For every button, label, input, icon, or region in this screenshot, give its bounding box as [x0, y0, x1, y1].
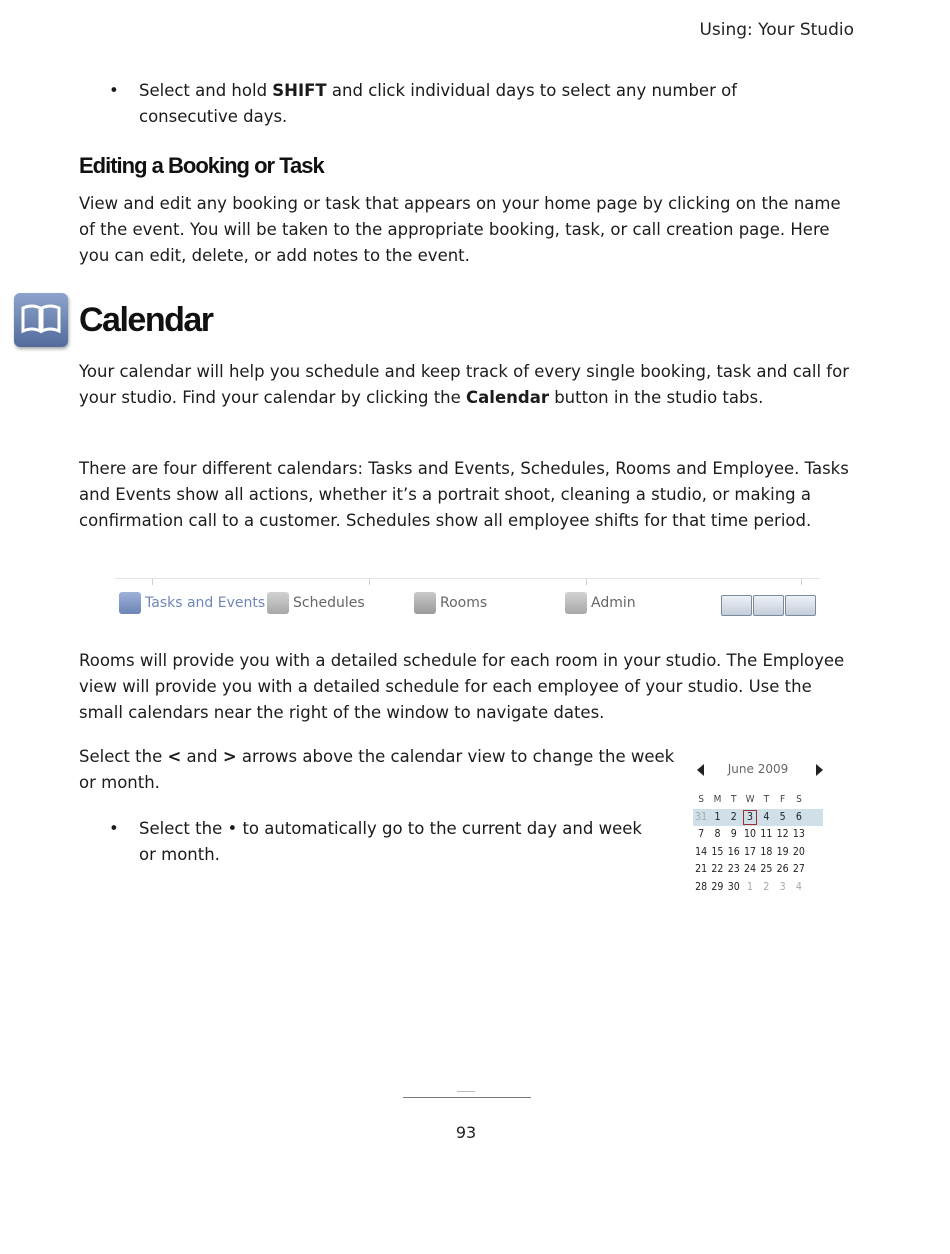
- weekday-label: M: [713, 794, 722, 805]
- day-cell[interactable]: 21: [695, 863, 708, 875]
- week-row: [693, 844, 823, 862]
- bullet-marker: •: [109, 81, 119, 100]
- day-cell[interactable]: 5: [779, 810, 786, 823]
- day-cell[interactable]: 24: [744, 863, 757, 875]
- tab-label: Tasks and Events: [145, 595, 266, 611]
- day-cell[interactable]: 25: [760, 863, 773, 875]
- tab-tasks-and-events[interactable]: [119, 591, 265, 615]
- tab-rooms[interactable]: [414, 591, 487, 615]
- chevron-left-icon[interactable]: [697, 764, 704, 776]
- mini-calendar-grid: [693, 791, 823, 896]
- paragraph-four-calendars: There are four different calendars: Tasks and Events, Schedules, Rooms and Employee. Tasks and Events show all actions, whether it’s a portrait shoot, cleaning a studio, or making a confirmation call to a customer. Schedules show all employee shifts for that time period.: [79, 459, 849, 530]
- tab-divider: [586, 579, 587, 585]
- day-cell[interactable]: 12: [776, 828, 789, 840]
- month-label: June 2009: [727, 762, 789, 776]
- day-cell[interactable]: 2: [763, 880, 770, 893]
- bold-calendar-button: Calendar: [466, 388, 549, 407]
- tab-divider: [801, 579, 802, 585]
- day-cell[interactable]: 19: [776, 845, 789, 858]
- month-view-icon[interactable]: [785, 595, 816, 616]
- weekday-row: [693, 791, 823, 809]
- book-icon: [414, 592, 436, 614]
- day-cell[interactable]: 3: [742, 809, 758, 827]
- day-cell[interactable]: 14: [695, 845, 708, 858]
- text-run: and: [181, 747, 223, 766]
- tab-label: Schedules: [293, 595, 365, 611]
- tab-label: Admin: [591, 595, 636, 611]
- day-cell[interactable]: 11: [760, 828, 773, 840]
- footer-rule: [403, 1097, 531, 1098]
- day-cell[interactable]: 20: [792, 845, 805, 858]
- week-row: [693, 826, 823, 844]
- day-cell[interactable]: 6: [795, 810, 802, 823]
- tab-label: Rooms: [440, 595, 488, 611]
- weekday-label: F: [780, 794, 786, 805]
- weekday-label: W: [745, 794, 755, 805]
- day-cell[interactable]: 31: [695, 810, 708, 823]
- day-cell[interactable]: 23: [727, 863, 740, 875]
- list-icon: [565, 592, 587, 614]
- calendar-tabs-strip: [115, 578, 820, 621]
- text-run: arrows above the calendar view to change the week or month.: [79, 747, 675, 792]
- text-run: Select the: [79, 747, 168, 766]
- paragraph-rooms-employee: Rooms will provide you with a detailed schedule for each room in your studio. The Employee view will provide you with a detailed schedule for each employee of your studio. Use the small calendars near the right of the window to navigate dates.: [79, 651, 845, 722]
- list-icon: [267, 592, 289, 614]
- bullet-text: Select and hold: [139, 81, 273, 100]
- heading-calendar: Calendar: [79, 301, 213, 339]
- weekday-label: T: [763, 794, 770, 805]
- bullet-shift-select: [109, 78, 799, 130]
- day-cell[interactable]: 18: [760, 845, 773, 858]
- day-cell[interactable]: 1: [747, 880, 754, 893]
- heading-editing-booking: Editing a Booking or Task: [79, 153, 324, 178]
- bullet-marker: •: [109, 819, 119, 838]
- running-head: Using: Your Studio: [699, 20, 854, 40]
- weekday-label: S: [796, 794, 802, 805]
- chevron-right-icon[interactable]: [816, 764, 823, 776]
- weekday-label: S: [698, 794, 704, 805]
- day-cell[interactable]: 27: [792, 863, 805, 875]
- day-cell[interactable]: 13: [792, 828, 805, 840]
- day-cell[interactable]: 8: [714, 828, 721, 840]
- week-row: [693, 879, 823, 897]
- day-cell[interactable]: 10: [744, 828, 757, 840]
- tab-divider: [152, 579, 153, 585]
- day-cell[interactable]: 28: [695, 880, 708, 893]
- day-cell[interactable]: 1: [714, 810, 721, 823]
- mini-calendar: [693, 757, 823, 896]
- bold-greater-than: >: [222, 747, 237, 766]
- tab-schedules[interactable]: [267, 591, 365, 615]
- tab-admin[interactable]: [565, 591, 636, 615]
- day-view-icon[interactable]: [721, 595, 752, 616]
- day-cell[interactable]: 22: [711, 863, 724, 875]
- day-cell[interactable]: 30: [727, 880, 740, 893]
- weekday-label: T: [730, 794, 737, 805]
- text-run: button in the studio tabs.: [548, 388, 764, 407]
- tab-divider: [369, 579, 370, 585]
- day-cell[interactable]: 16: [727, 845, 740, 858]
- day-cell[interactable]: 17: [744, 845, 757, 858]
- open-book-icon: [14, 293, 68, 347]
- day-cell[interactable]: 2: [730, 810, 737, 823]
- book-icon: [119, 592, 141, 614]
- text-run: Your calendar will help you schedule and keep track of every single booking, task and call for your studio. Find your calendar by clicking the: [79, 362, 849, 407]
- bullet-current-day: [109, 816, 649, 868]
- day-cell[interactable]: 3: [779, 880, 786, 893]
- day-cell[interactable]: 4: [763, 810, 770, 823]
- day-cell[interactable]: 9: [730, 828, 737, 840]
- page-number: 93: [455, 1123, 477, 1142]
- week-view-icon[interactable]: [753, 595, 784, 616]
- bullet-bold-key: SHIFT: [272, 81, 327, 100]
- paragraph-editing: View and edit any booking or task that appears on your home page by clicking on the name of the event. You will be taken to the appropriate booking, task, or call creation page. Here you can edit, delete, or add notes to the event.: [79, 194, 841, 265]
- bullet-text-end: and click individual days to select any number of consecutive days.: [139, 81, 738, 126]
- day-cell[interactable]: 26: [776, 863, 789, 875]
- mini-calendar-header: [693, 757, 823, 781]
- day-cell[interactable]: 7: [698, 828, 705, 840]
- day-cell[interactable]: 15: [711, 845, 724, 858]
- day-cell[interactable]: 29: [711, 880, 724, 893]
- day-cell[interactable]: 4: [795, 880, 802, 893]
- week-row: [693, 861, 823, 879]
- paragraph-arrows: [79, 744, 679, 796]
- paragraph-calendar-intro: [79, 359, 854, 411]
- footer-mark: [457, 1091, 475, 1092]
- bold-less-than: <: [167, 747, 182, 766]
- week-row: [693, 809, 823, 827]
- bullet-text: Select the • to automatically go to the current day and week or month.: [139, 819, 642, 864]
